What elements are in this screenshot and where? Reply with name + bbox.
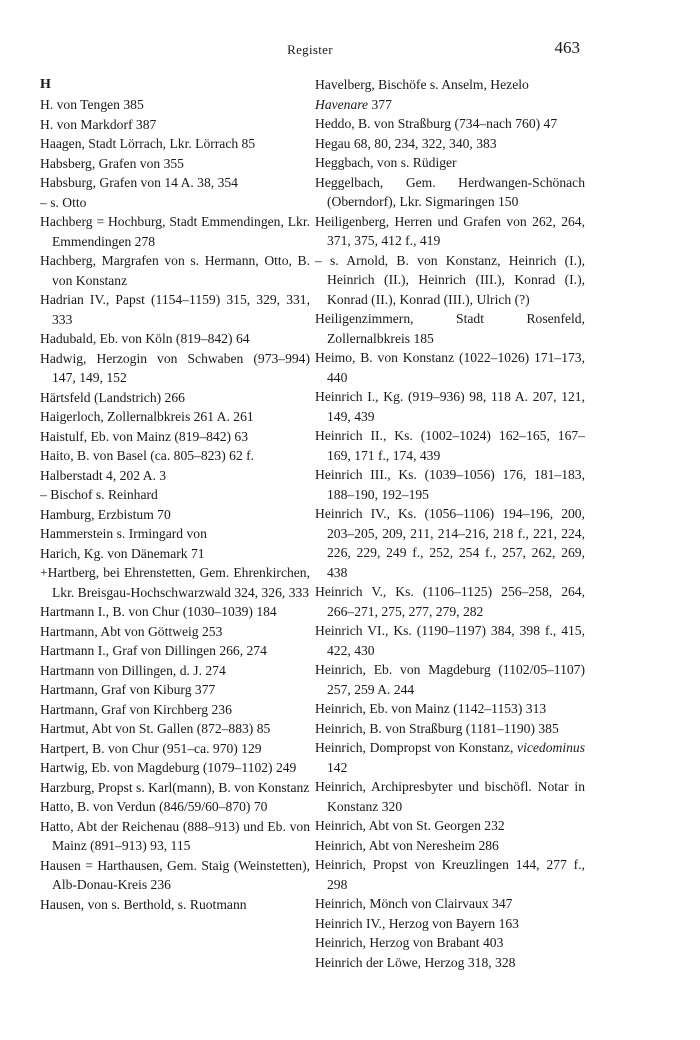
index-entry: Heddo, B. von Straßburg (734–nach 760) 47 <box>315 116 558 131</box>
entry-pages: 377 <box>368 96 392 112</box>
index-entry: H. von Markdorf 387 <box>40 116 157 132</box>
index-entry: Hartwig, Eb. von Magdeburg (1079–1102) 249 <box>40 760 297 775</box>
index-entry: Heinrich IV., Ks. (1056–1106) 194–196, 200, 203–205, 209, 211, 214–216, 218 f., 221, 224, 226, 229, 249 f., 252, 254 f., 257, 262, 269, 438 <box>315 506 585 580</box>
index-entry: Heiligenberg, Herren und Grafen von 262, 264, 371, 375, 412 f., 419 <box>315 213 585 248</box>
page-header <box>40 38 580 60</box>
index-entry: Havelberg, Bischöfe s. Anselm, Hezelo <box>315 77 529 92</box>
index-entry: Heinrich III., Ks. (1039–1056) 176, 181–183, 188–190, 192–195 <box>315 467 585 502</box>
index-entry: Heinrich, Abt von St. Georgen 232 <box>315 818 505 833</box>
index-entry: Heinrich, Propst von Kreuzlingen 144, 277 f., 298 <box>315 857 585 892</box>
index-entry: Heggbach, von s. Rüdiger <box>315 155 457 170</box>
index-entry: Härtsfeld (Landstrich) 266 <box>40 389 185 405</box>
index-entry: Heinrich I., Kg. (919–936) 98, 118 A. 207, 121, 149, 439 <box>315 389 585 424</box>
index-entry: Hartmut, Abt von St. Gallen (872–883) 85 <box>40 721 271 736</box>
index-entry: +Hartberg, bei Ehrenstetten, Gem. Ehrenkirchen, Lkr. Breisgau-Hochschwarzwald 324, 326, 333 <box>40 565 310 600</box>
running-title: Register <box>287 42 333 57</box>
index-entry: Heinrich V., Ks. (1106–1125) 256–258, 264, 266–271, 275, 277, 279, 282 <box>315 584 585 619</box>
index-entry: Habsburg, Grafen von 14 A. 38, 354 <box>40 175 238 190</box>
index-entry: Hammerstein s. Irmingard von <box>40 526 207 541</box>
index-entry: – s. Otto <box>40 194 87 210</box>
right-entry-list-b <box>315 114 585 738</box>
index-entry: Hartmann, Graf von Kiburg 377 <box>40 682 216 697</box>
index-entry: Heinrich, Eb. von Magdeburg (1102/05–1107) 257, 259 A. 244 <box>315 662 585 697</box>
index-entry: Haistulf, Eb. von Mainz (819–842) 63 <box>40 428 249 444</box>
left-column <box>40 75 310 914</box>
index-entry: Heiligenzimmern, Stadt Rosenfeld, Zollernalbkreis 185 <box>315 311 585 346</box>
entry-pages: 142 <box>327 759 348 775</box>
index-entry: Heinrich, Herzog von Brabant 403 <box>315 935 504 950</box>
index-entry: Hartpert, B. von Chur (951–ca. 970) 129 <box>40 740 262 756</box>
index-entry: H. von Tengen 385 <box>40 97 144 112</box>
right-column <box>315 75 585 972</box>
index-entry: Heinrich, Eb. von Mainz (1142–1153) 313 <box>315 701 547 716</box>
page-number: 463 <box>554 38 580 57</box>
index-entry: Hartmann, Abt von Göttweig 253 <box>40 623 223 639</box>
italic-term: Havenare <box>315 96 369 112</box>
index-entry: Heinrich II., Ks. (1002–1024) 162–165, 167–169, 171 f., 174, 439 <box>315 428 585 463</box>
index-entry: Heinrich, B. von Straßburg (1181–1190) 385 <box>315 720 559 736</box>
index-entry: Heinrich IV., Herzog von Bayern 163 <box>315 915 519 931</box>
index-entry: – Bischof s. Reinhard <box>40 487 158 502</box>
index-entry: Harich, Kg. von Dänemark 71 <box>40 545 205 561</box>
index-entry: Heinrich, Archipresbyter und bischöfl. Notar in Konstanz 320 <box>315 779 585 814</box>
index-entry: Halberstadt 4, 202 A. 3 <box>40 467 167 483</box>
index-entry: Hatto, Abt der Reichenau (888–913) und Eb. von Mainz (891–913) 93, 115 <box>40 818 310 853</box>
index-entry: Hachberg, Margrafen von s. Hermann, Otto, B. von Konstanz <box>40 253 310 288</box>
index-entry: Hausen = Harthausen, Gem. Staig (Weinstetten), Alb-Donau-Kreis 236 <box>40 857 310 892</box>
index-entry: – s. Arnold, B. von Konstanz, Heinrich (I.), Heinrich (II.), Heinrich (III.), Konrad (I.), Konrad (II.), Konrad (III.), Ulrich (?) <box>315 252 585 307</box>
index-entry: Heinrich der Löwe, Herzog 318, 328 <box>315 954 516 970</box>
index-entry: Haagen, Stadt Lörrach, Lkr. Lörrach 85 <box>40 136 256 151</box>
index-entry: Hamburg, Erzbistum 70 <box>40 506 171 522</box>
index-entry: Hartmann, Graf von Kirchberg 236 <box>40 701 232 717</box>
index-entry: Haito, B. von Basel (ca. 805–823) 62 f. <box>40 448 255 463</box>
index-entry: Hegau 68, 80, 234, 322, 340, 383 <box>315 135 497 151</box>
index-entry: Hartmann I., Graf von Dillingen 266, 274 <box>40 643 267 658</box>
index-entry: Heggelbach, Gem. Herdwangen-Schönach (Oberndorf), Lkr. Sigmaringen 150 <box>315 174 585 209</box>
section-letter: H <box>40 77 51 92</box>
entry-text: Heinrich, Dompropst von Konstanz, <box>315 740 518 755</box>
index-entry: Heinrich, Mönch von Clairvaux 347 <box>315 896 513 911</box>
index-entry: Hadrian IV., Papst (1154–1159) 315, 329, 331, 333 <box>40 292 310 327</box>
right-entry-list-a <box>315 75 585 95</box>
index-entry: Heinrich, Abt von Neresheim 286 <box>315 837 499 853</box>
index-entry: Hadwig, Herzogin von Schwaben (973–994) 147, 149, 152 <box>40 350 310 385</box>
index-entry <box>315 95 585 115</box>
index-entry: Heimo, B. von Konstanz (1022–1026) 171–173, 440 <box>315 350 585 385</box>
index-entry: Hartmann von Dillingen, d. J. 274 <box>40 662 226 678</box>
index-entry: Hadubald, Eb. von Köln (819–842) 64 <box>40 331 250 346</box>
left-entry-list <box>40 95 310 914</box>
index-entry: Hatto, B. von Verdun (846/59/60–870) 70 <box>40 799 268 814</box>
index-entry: Hachberg = Hochburg, Stadt Emmendingen, Lkr. Emmendingen 278 <box>40 214 310 249</box>
index-entry: Heinrich VI., Ks. (1190–1197) 384, 398 f., 415, 422, 430 <box>315 623 585 658</box>
index-entry: Haigerloch, Zollernalbkreis 261 A. 261 <box>40 409 254 424</box>
index-entry: Hartmann I., B. von Chur (1030–1039) 184 <box>40 604 277 619</box>
italic-term: vicedominus <box>517 740 585 755</box>
index-entry: Harzburg, Propst s. Karl(mann), B. von Konstanz <box>40 779 310 795</box>
right-entry-list-c <box>315 777 585 972</box>
index-entry <box>315 738 585 777</box>
index-entry: Hausen, von s. Berthold, s. Ruotmann <box>40 896 247 912</box>
index-entry: Habsberg, Grafen von 355 <box>40 155 184 171</box>
